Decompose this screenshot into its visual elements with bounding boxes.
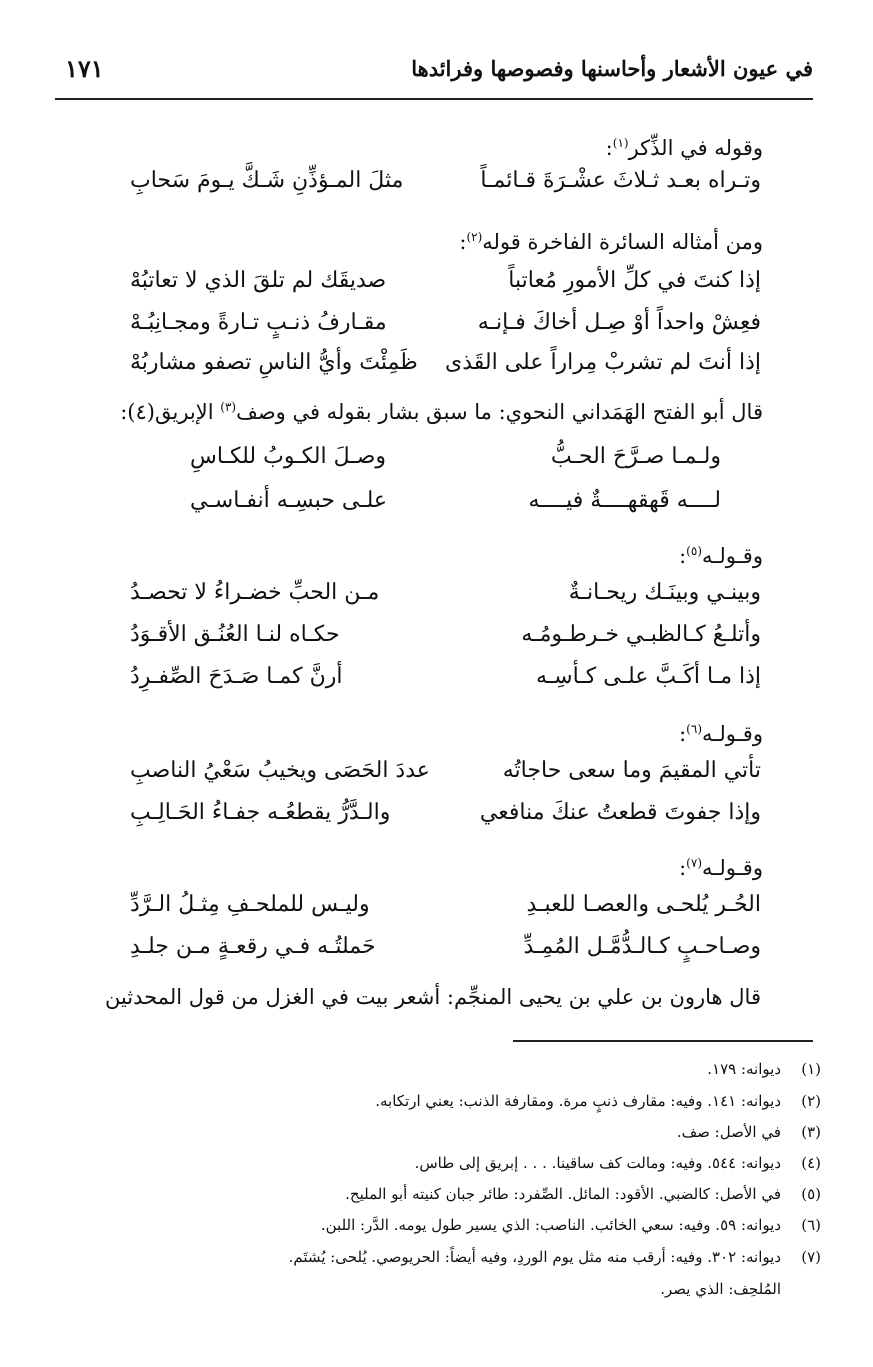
footnote-number: (١) [801, 1060, 821, 1078]
verse-couplet [130, 580, 761, 612]
footnote-text: ديوانه: ١٧٩. [707, 1060, 781, 1078]
intro-text: ومن أمثاله السائرة الفاخرة قوله [482, 230, 763, 254]
verse-second-hemistich: علـى حبسِـه أنفـاسـي [190, 488, 388, 513]
footnote [50, 1183, 821, 1205]
footnote-text: في الأصل: صف. [676, 1123, 781, 1141]
footnote-number: (٤) [801, 1154, 821, 1172]
header-title: في عيون الأشعار وأحاسنها وفصوصها وفرائدها [411, 56, 813, 81]
verse-first-hemistich: وبينـي وبينَـك ريحـانـةٌ [568, 580, 761, 605]
verse-second-hemistich: مقـارفُ ذنـبٍ تـارةً ومجـانِبُـهْ [130, 310, 387, 335]
intro-line [50, 222, 763, 257]
intro-text: وقـولـه [702, 856, 763, 880]
verse-second-hemistich: وصـلَ الكـوبُ للكـاسِ [190, 444, 387, 469]
verse-couplet [130, 168, 761, 200]
verse-second-hemistich: أرنَّ كمـا صَـدَحَ الصِّفـرِدُ [130, 664, 343, 689]
verse-second-hemistich: عددَ الحَصَى ويخيبُ سَعْيُ الناصبِ [130, 758, 430, 783]
footnote [50, 1246, 821, 1268]
verse-second-hemistich: والـدَّرُّ يقطعُـه جفـاءُ الحَـالِـبِ [130, 800, 391, 825]
verse-first-hemistich: إذا أنتَ لم تشربْ مِراراً على القَذى [445, 350, 761, 375]
verse-second-hemistich: صديقَك لم تلقَ الذي لا تعاتبُهْ [130, 268, 387, 293]
footnote-ref[interactable]: (٥) [686, 544, 702, 558]
verse-couplet [130, 800, 761, 832]
verse-couplet [130, 350, 761, 382]
verse-first-hemistich: ولـمـا صـرَّحَ الحـبُّ [550, 444, 721, 469]
intro-line [50, 848, 763, 883]
intro-text: وقـولـه [702, 544, 763, 568]
verse-first-hemistich: الحُـر يُلحـى والعصـا للعبـدِ [526, 892, 761, 917]
verse-first-hemistich: وتـراه بعـد ثـلاثَ عشْـرَةَ قـائمـاً [480, 168, 761, 193]
verse-first-hemistich: إذا مـا أكَـبَّ علـى كـأسِـه [535, 664, 761, 689]
intro-text: وقوله في الذِّكر [628, 136, 763, 160]
verse-couplet [130, 934, 761, 966]
verse-couplet [130, 488, 761, 520]
intro-text: قال أبو الفتح الهَمَداني النحوي: ما سبق بشار بقوله في وصف [236, 400, 763, 424]
footnote-text: ديوانه: ٥٩. وفيه: سعي الخائب. الناصب: الذي يسير طول يومه. الدَّر: اللبن. [320, 1216, 781, 1234]
footnote-text: في الأصل: كالضبي. الأقود: المائل. الصِّفرد: طائر جبان كنيته أبو المليح. [345, 1185, 781, 1203]
verse-couplet [130, 444, 761, 476]
footnote [50, 1121, 821, 1143]
intro-line [60, 982, 761, 1012]
footnote-text: ديوانه: ٣٠٢. وفيه: أرقب منه مثل يوم الوردِ، وفيه أيضاً: الحريوصي. يُلحى: يُشتَم. [288, 1248, 781, 1266]
footnote-divider [513, 1040, 813, 1042]
footnote-ref[interactable]: (٢) [466, 230, 483, 244]
page-number: ١٧١ [65, 54, 104, 83]
footnote [50, 1090, 821, 1112]
verse-second-hemistich: وليـس للملحـفِ مِثـلُ الـرَّدِّ [130, 892, 370, 917]
intro-text: وقـولـه [702, 722, 763, 746]
verse-second-hemistich: مـن الحبِّ خضـراءُ لا تحصـدُ [130, 580, 380, 605]
verse-first-hemistich: وصـاحـبٍ كـالـدُّمَّـل المُمِـدِّ [523, 934, 761, 959]
intro-line [50, 714, 763, 749]
footnote [50, 1214, 821, 1236]
verse-first-hemistich: إذا كنتَ في كلِّ الأمورِ مُعاتباً [508, 268, 761, 293]
intro-tail: : [679, 722, 687, 746]
intro-line [50, 128, 763, 163]
footnote [50, 1152, 821, 1174]
footnote-ref[interactable]: (٣) [220, 400, 237, 414]
verse-first-hemistich: وأتلـعُ كـالظبـي خـرطـومُـه [521, 622, 761, 647]
intro-text: قال هارون بن علي بن يحيى المنجِّم: أشعر بيت في الغزل من قول المحدثين [104, 985, 761, 1009]
intro-line [50, 392, 763, 427]
intro-tail: الإبريق(٤): [120, 400, 221, 424]
footnote [50, 1058, 821, 1080]
footnote [50, 1278, 821, 1300]
verse-first-hemistich: لــــه قَهقهــــةٌ فيــــه [528, 488, 721, 513]
verse-couplet [130, 268, 761, 300]
verse-second-hemistich: ظَمِئْتَ وأيُّ الناسِ تصفو مشاربُهْ [130, 350, 418, 375]
verse-couplet [130, 758, 761, 790]
verse-couplet [130, 622, 761, 654]
footnote-number: (٧) [801, 1248, 821, 1266]
verse-first-hemistich: وإذا جفوتَ قطعتُ عنكَ منافعي [479, 800, 761, 825]
verse-couplet [130, 664, 761, 696]
verse-couplet [130, 310, 761, 342]
verse-first-hemistich: تأتي المقيمَ وما سعى حاجاتُه [502, 758, 761, 783]
intro-tail: : [679, 544, 687, 568]
footnote-ref[interactable]: (١) [612, 136, 629, 150]
verse-second-hemistich: مثلَ المـؤذِّنِ شَـكَّ يـومَ سَحابِ [130, 168, 404, 193]
footnote-text: المُلحِف: الذي يصر. [660, 1280, 781, 1298]
verse-second-hemistich: حكـاه لنـا العُنُـق الأقـوَدُ [130, 622, 340, 647]
footnote-number: (٢) [801, 1092, 821, 1110]
running-header [55, 52, 813, 100]
footnote-text: ديوانه: ١٤١. وفيه: مقارف ذنبٍ مرة. ومقارفة الذنب: يعني ارتكابه. [375, 1092, 781, 1110]
footnote-ref[interactable]: (٧) [686, 856, 702, 870]
footnote-ref[interactable]: (٦) [686, 722, 702, 736]
verse-couplet [130, 892, 761, 924]
intro-tail: : [459, 230, 467, 254]
footnote-text: ديوانه: ٥٤٤. وفيه: ومالت كف ساقينا. . . . إبريق إلى طاس. [414, 1154, 781, 1172]
intro-tail: : [679, 856, 687, 880]
verse-first-hemistich: فعِشْ واحداً أوْ صِـل أخاكَ فـإنـه [477, 310, 761, 335]
footnote-number: (٦) [801, 1216, 821, 1234]
intro-line [50, 536, 763, 571]
footnote-number: (٥) [801, 1185, 821, 1203]
intro-tail: : [605, 136, 613, 160]
footnote-number: (٣) [801, 1123, 821, 1141]
verse-second-hemistich: حَملتُـه فـي رقعـةٍ مـن جلـدِ [130, 934, 376, 959]
